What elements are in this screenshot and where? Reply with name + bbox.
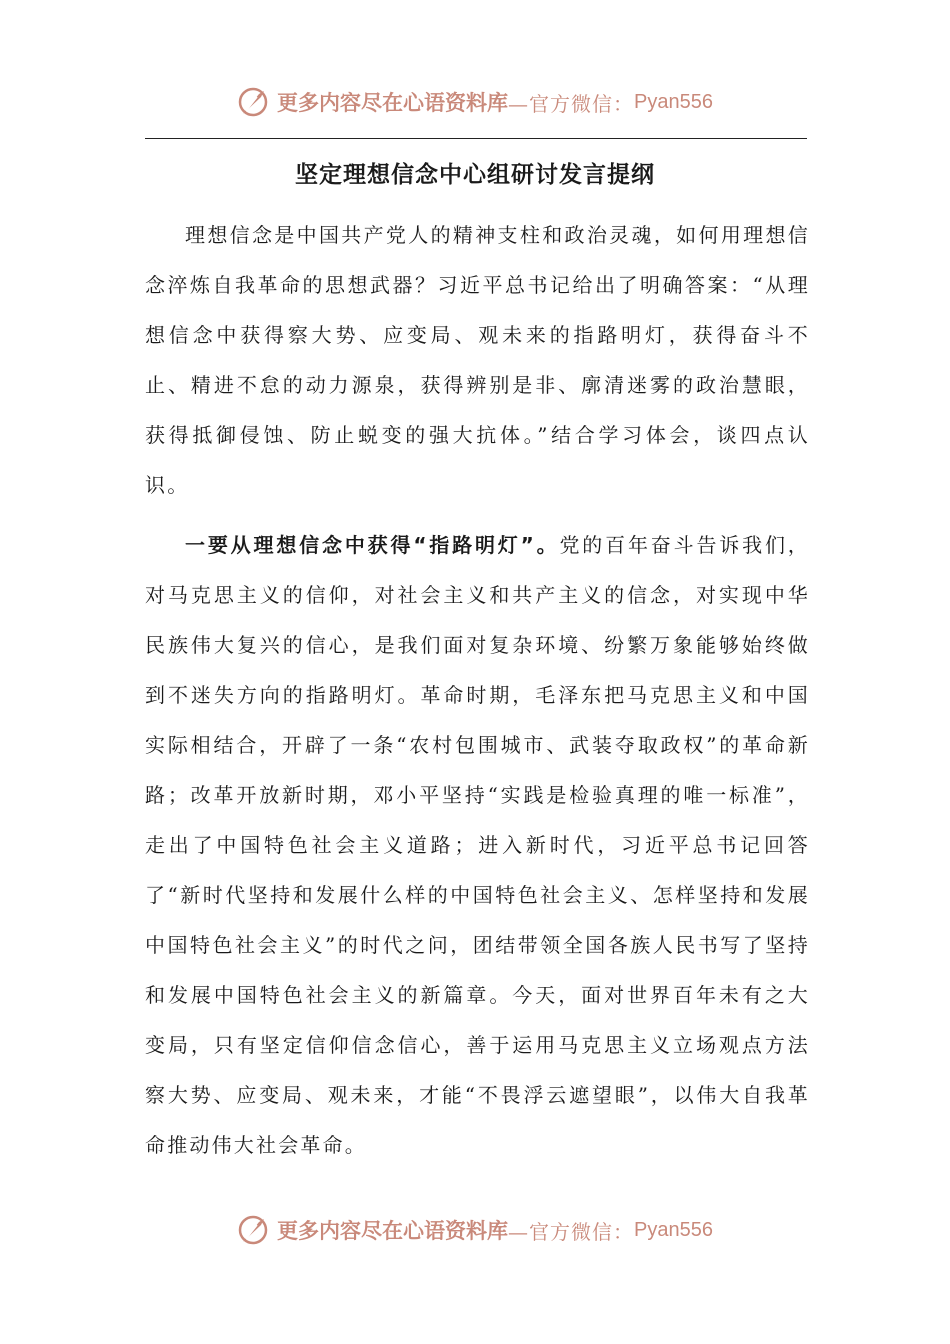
paragraph-point-one: [145, 520, 810, 1170]
header-divider: [145, 138, 807, 139]
paragraph-intro: 理想信念是中国共产党人的精神支柱和政治灵魂，如何用理想信念淬炼自我革命的思想武器？习近平总书记给出了明确答案：“从理想信念中获得察大势、应变局、观未来的指路明灯，获得奋斗不止、精进不怠的动力源泉，获得辨别是非、廓清迷雾的政治慧眼，获得抵御侵蚀、防止蜕变的强大抗体。”结合学习体会，谈四点认识。: [145, 223, 810, 497]
paragraph-lead-heading: 一要从理想信念中获得“指路明灯”。: [185, 533, 560, 557]
paragraph-body-text: 党的百年奋斗告诉我们，对马克思主义的信仰，对社会主义和共产主义的信念，对实现中华民族伟大复兴的信心，是我们面对复杂环境、纷繁万象能够始终做到不迷失方向的指路明灯。革命时期，毛泽东把马克思主义和中国实际相结合，开辟了一条“农村包围城市、武装夺取政权”的革命新路；改革开放新时期，邓小平坚持“实践是检验真理的唯一标准”，走出了中国特色社会主义道路；进入新时代，习近平总书记回答了“新时代坚持和发展什么样的中国特色社会主义、怎样坚持和发展中国特色社会主义”的时代之问，团结带领全国各族人民书写了坚持和发展中国特色社会主义的新篇章。今天，面对世界百年未有之大变局，只有坚定信仰信念信心，善于运用马克思主义立场观点方法察大势、应变局、观未来，才能“不畏浮云遮望眼”，以伟大自我革命推动伟大社会革命。: [145, 533, 810, 1157]
banner-wechat-id: Pyan556: [634, 90, 713, 113]
footer-watermark-banner: [0, 1210, 950, 1250]
document-title: 坚定理想信念中心组研讨发言提纲: [295, 162, 655, 188]
banner-site-text: 更多内容尽在心语资料库: [277, 1218, 509, 1243]
banner-wechat-label: —官方微信：: [508, 1219, 635, 1244]
pen-logo-icon: [237, 85, 271, 119]
header-watermark-banner: [0, 82, 950, 122]
banner-site-text: 更多内容尽在心语资料库: [277, 90, 509, 115]
banner-wechat-label: —官方微信：: [508, 91, 635, 116]
banner-wechat-id: Pyan556: [634, 1218, 713, 1241]
pen-logo-icon: [237, 1213, 271, 1247]
